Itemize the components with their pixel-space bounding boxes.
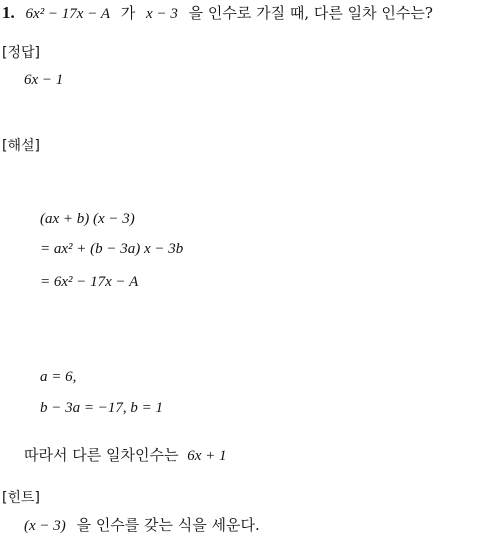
problem-number: 1. — [2, 3, 15, 22]
conclusion-text: 따라서 다른 일차인수는 — [24, 446, 179, 464]
hint-line — [24, 516, 260, 535]
explanation-line-3: = 6x² − 17x − A — [40, 274, 139, 290]
answer-label: [정답] — [2, 45, 40, 61]
explanation-line-5: b − 3a = −17, b = 1 — [40, 400, 163, 416]
hint-label: [힌트] — [2, 490, 40, 506]
explanation-line-4: a = 6, — [40, 369, 77, 385]
conclusion-math: 6x + 1 — [187, 448, 227, 464]
answer-value: 6x − 1 — [24, 72, 64, 88]
explanation-label: [해설] — [2, 138, 40, 154]
hint-math: (x − 3) — [24, 518, 66, 534]
question-text-1: 가 — [120, 4, 136, 22]
explanation-line-2: = ax² + (b − 3a) x − 3b — [40, 241, 184, 257]
explanation-line-1: (ax + b) (x − 3) — [40, 211, 135, 227]
hint-text: 을 인수를 갖는 식을 세운다. — [76, 516, 260, 534]
question-polynomial: 6x² − 17x − A — [25, 6, 110, 22]
explanation-conclusion — [24, 446, 227, 465]
question-line — [2, 4, 433, 23]
question-text-2: 을 인수로 가질 때, 다른 일차 인수는? — [188, 4, 433, 22]
question-factor: x − 3 — [146, 6, 178, 22]
